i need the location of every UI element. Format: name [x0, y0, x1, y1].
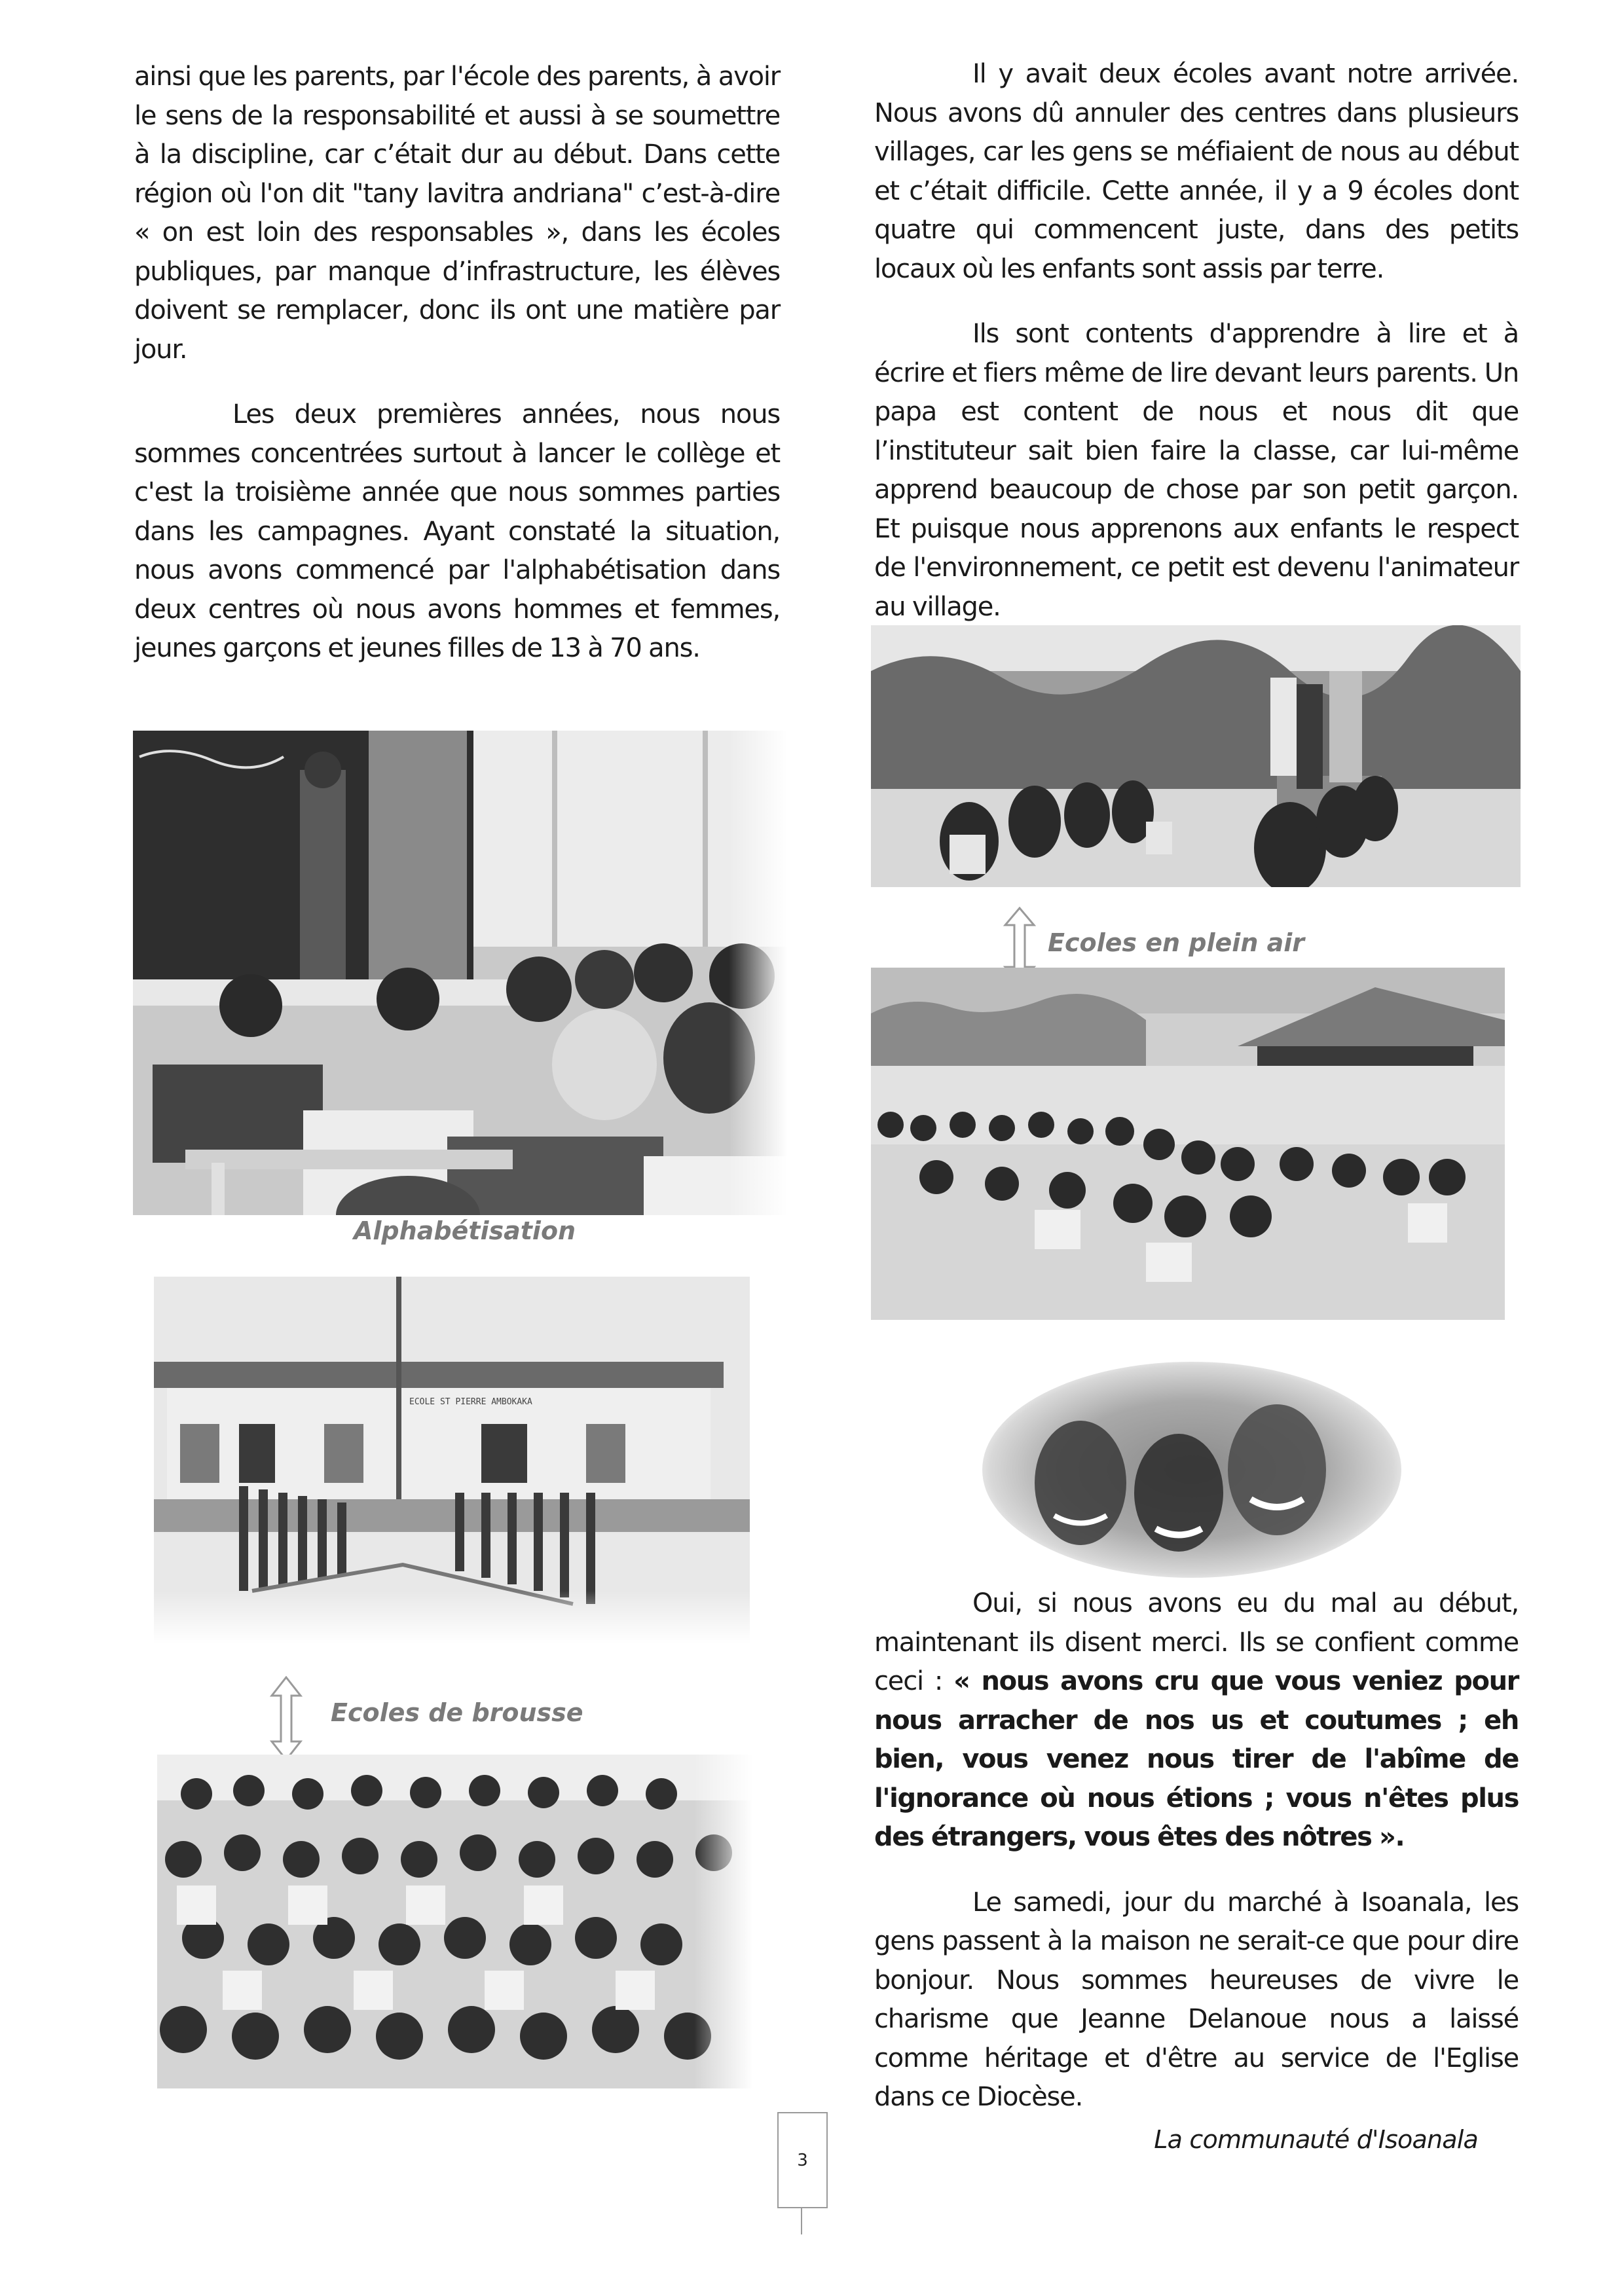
left-paragraph-1: ainsi que les parents, par l'école des parents, à avoir le sens de la responsabilité et aussi à se soumettre à la discipline, car c’était dur au début. Dans cette région où l'on dit "tany lavitra andriana" c’est-à-dire « on est loin des responsables », dans les écoles publiques, par manque d’infrastructure, les élèves doivent se remplacer, donc ils ont une matière par jour.	[134, 62, 780, 365]
classroom-illustration	[133, 731, 788, 1215]
photo-school-building	[154, 1277, 750, 1643]
page-number-connector	[801, 2207, 802, 2234]
photo-three-kids	[982, 1362, 1401, 1578]
right-column-top-text	[874, 55, 1519, 627]
three-kids-illustration	[982, 1362, 1401, 1578]
closing-paragraph	[874, 1584, 1519, 1857]
final-paragraph: Le samedi, jour du marché à Isoanala, les gens passent à la maison ne serait-ce que pour dire bonjour. Nous sommes heureuses de vivre le charisme que Jeanne Delanoue nous a laissé comme héritage et d'être au service de l'Eglise dans ce Diocèse.	[874, 1887, 1519, 2112]
outdoor-class-illustration	[871, 625, 1521, 887]
school-building-illustration	[154, 1277, 750, 1643]
left-paragraph-2: Les deux premières années, nous nous sommes concentrées surtout à lancer le collège et c'est la troisième année que nous sommes parties dans les campagnes. Ayant constaté la situation, nous avons commencé par l'alphabétisation dans deux centres où nous avons hommes et femmes, jeunes garçons et jeunes filles de 13 à 70 ans.	[134, 399, 780, 663]
closing-intro: Oui, si nous avons eu du mal au début, maintenant ils disent merci. Ils se confient comme ceci :	[874, 1588, 1519, 1696]
photo-children-group	[157, 1755, 753, 2088]
double-arrow-icon	[270, 1676, 303, 1761]
school-sign-text: ECOLE ST PIERRE AMBOKAKA	[409, 1397, 532, 1407]
right-paragraph-1: Il y avait deux écoles avant notre arrivée. Nous avons dû annuler des centres dans plusieurs villages, car les gens se méfiaient de nous au début et c’était difficile. Cette année, il y a 9 écoles dont quatre qui commencent juste, dans des petits locaux où les enfants sont assis par terre.	[874, 59, 1519, 284]
photo-classroom	[133, 731, 788, 1215]
caption-ecoles-en-plein-air: Ecoles en plein air	[1048, 928, 1305, 957]
caption-alphabetisation: Alphabétisation	[354, 1216, 576, 1245]
right-paragraph-2: Ils sont contents d'apprendre à lire et à écrire et fiers même de lire devant leurs parents. Un papa est content de nous et nous dit que l’instituteur sait bien faire la classe, car lui-même apprend beaucoup de chose par son petit garçon. Et puisque nous apprenons aux enfants le respect de l'environnement, ce petit est devenu l'animateur au village.	[874, 319, 1519, 622]
left-column-text	[134, 58, 780, 668]
signature: La communauté d'Isoanala	[1154, 2124, 1478, 2154]
right-column-closing	[874, 1584, 1519, 2154]
caption-ecoles-de-brousse: Ecoles de brousse	[331, 1698, 583, 1727]
photo-hut-children	[871, 968, 1505, 1320]
page-number: 3	[777, 2112, 828, 2208]
photo-outdoor-class	[871, 625, 1521, 887]
testimony-quote: « nous avons cru que vous veniez pour nous arracher de nos us et coutumes ; eh bien, vous venez nous tirer de l'abîme de l'ignorance où nous étions ; vous n'êtes plus des étrangers, vous êtes des nôtres ».	[874, 1666, 1519, 1852]
hut-children-illustration	[871, 968, 1505, 1320]
children-group-illustration	[157, 1755, 753, 2088]
